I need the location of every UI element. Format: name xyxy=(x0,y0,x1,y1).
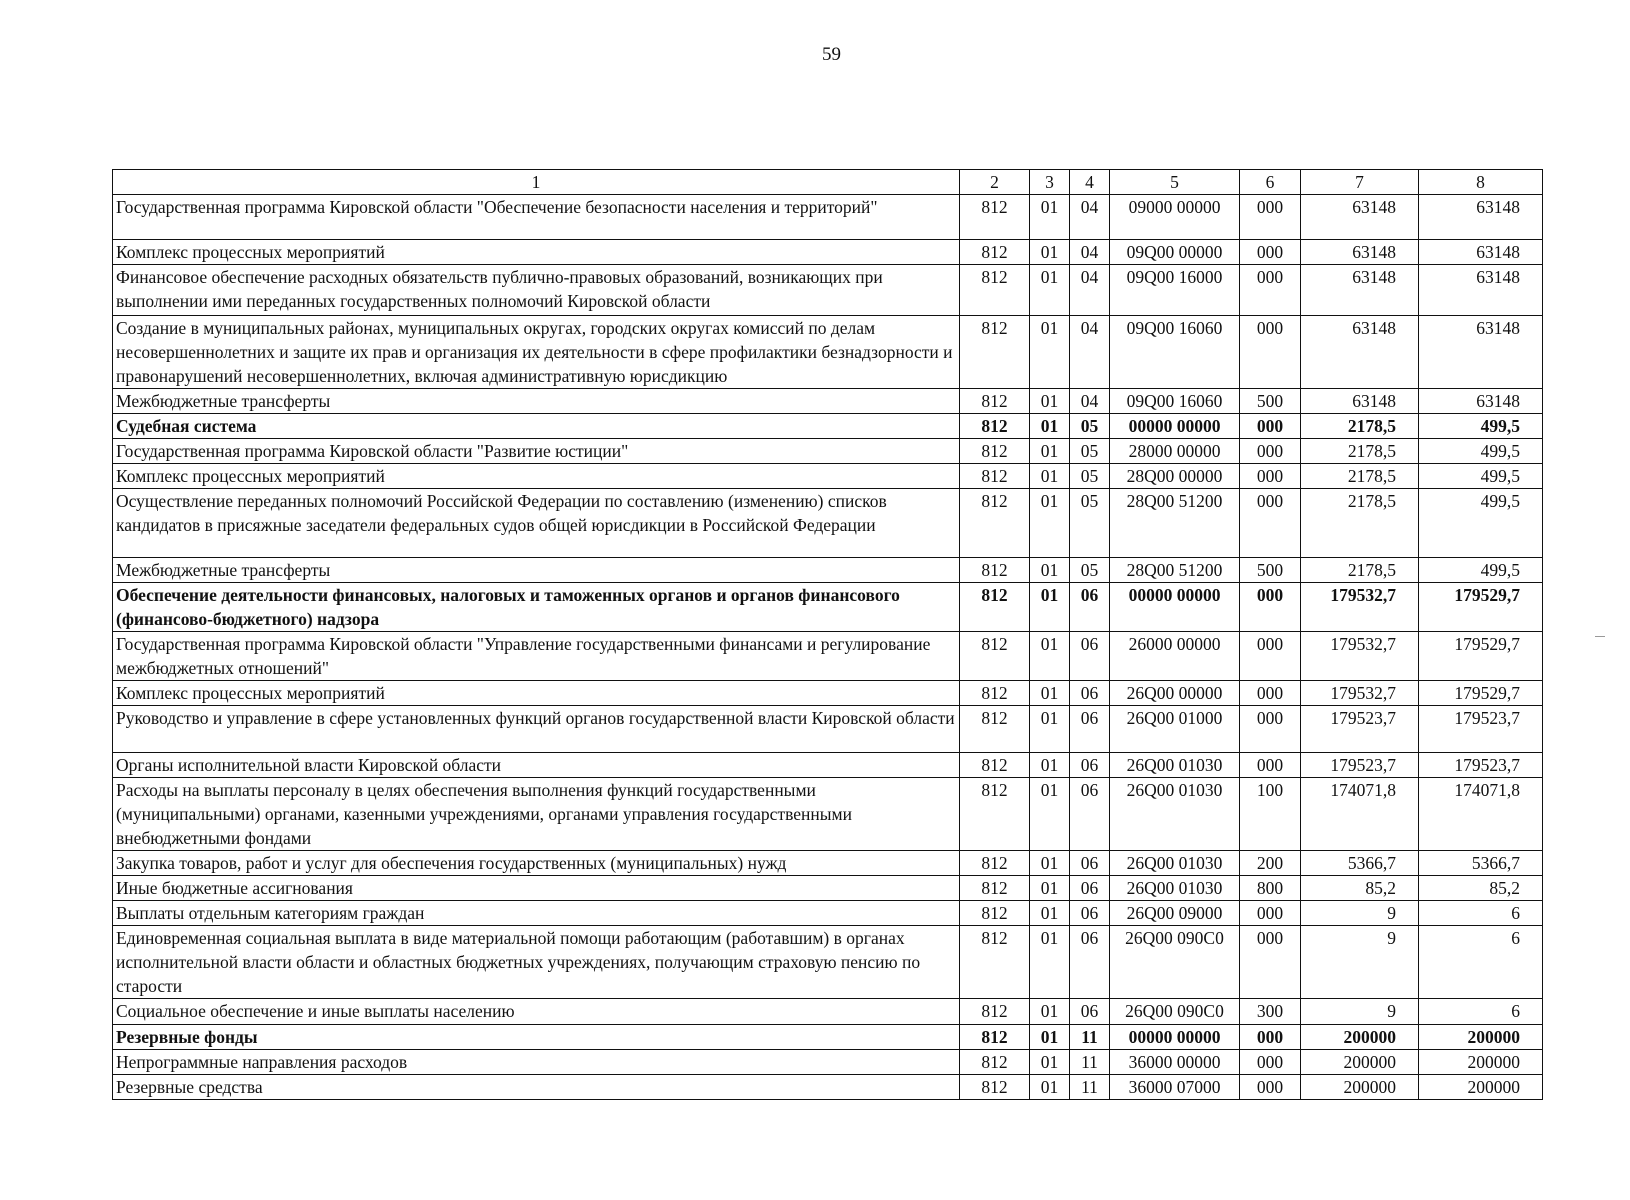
row-code-expense-type: 000 xyxy=(1240,753,1301,778)
page-number: 59 xyxy=(822,44,841,65)
row-code-expense-type: 000 xyxy=(1240,1025,1301,1050)
row-name: Межбюджетные трансферты xyxy=(113,389,960,414)
row-code-target: 28000 00000 xyxy=(1110,439,1240,464)
row-code-ministry: 812 xyxy=(960,265,1030,316)
row-amount-7: 85,2 xyxy=(1301,876,1419,901)
header-cell-3: 3 xyxy=(1030,170,1070,195)
row-amount-7: 63148 xyxy=(1301,240,1419,265)
row-name: Иные бюджетные ассигнования xyxy=(113,876,960,901)
row-code-section: 01 xyxy=(1030,265,1070,316)
table-header-row xyxy=(113,170,1543,195)
row-code-subsection: 06 xyxy=(1070,999,1110,1025)
row-amount-8: 499,5 xyxy=(1419,489,1543,558)
row-amount-8: 179529,7 xyxy=(1419,681,1543,706)
row-name: Выплаты отдельным категориям граждан xyxy=(113,901,960,926)
row-name: Резервные средства xyxy=(113,1075,960,1100)
row-name: Социальное обеспечение и иные выплаты населению xyxy=(113,999,960,1025)
table-row xyxy=(113,489,1543,558)
row-code-ministry: 812 xyxy=(960,876,1030,901)
row-amount-7: 200000 xyxy=(1301,1075,1419,1100)
row-name: Комплекс процессных мероприятий xyxy=(113,464,960,489)
row-code-expense-type: 500 xyxy=(1240,558,1301,583)
row-amount-8: 5366,7 xyxy=(1419,851,1543,876)
row-name: Единовременная социальная выплата в виде материальной помощи работающим (работавшим) в органах исполнительной власти области и областных бюджетных учреждениях, получающим страховую пенсию по старости xyxy=(113,926,960,999)
row-amount-7: 63148 xyxy=(1301,389,1419,414)
row-code-subsection: 06 xyxy=(1070,851,1110,876)
row-amount-7: 9 xyxy=(1301,926,1419,999)
table-row xyxy=(113,583,1543,632)
row-code-subsection: 05 xyxy=(1070,439,1110,464)
row-code-expense-type: 000 xyxy=(1240,464,1301,489)
row-code-subsection: 06 xyxy=(1070,926,1110,999)
row-amount-8: 179523,7 xyxy=(1419,753,1543,778)
row-amount-7: 179523,7 xyxy=(1301,753,1419,778)
table-row xyxy=(113,706,1543,753)
row-code-expense-type: 000 xyxy=(1240,240,1301,265)
table-row xyxy=(113,439,1543,464)
row-code-subsection: 06 xyxy=(1070,778,1110,851)
row-amount-7: 179523,7 xyxy=(1301,706,1419,753)
row-code-ministry: 812 xyxy=(960,778,1030,851)
row-amount-8: 200000 xyxy=(1419,1025,1543,1050)
row-code-subsection: 05 xyxy=(1070,414,1110,439)
row-amount-8: 85,2 xyxy=(1419,876,1543,901)
row-code-target: 09Q00 00000 xyxy=(1110,240,1240,265)
row-code-subsection: 06 xyxy=(1070,632,1110,681)
row-code-target: 00000 00000 xyxy=(1110,1025,1240,1050)
row-code-expense-type: 000 xyxy=(1240,583,1301,632)
row-code-subsection: 11 xyxy=(1070,1025,1110,1050)
row-amount-8: 6 xyxy=(1419,999,1543,1025)
row-amount-8: 179529,7 xyxy=(1419,632,1543,681)
row-code-ministry: 812 xyxy=(960,901,1030,926)
row-amount-8: 174071,8 xyxy=(1419,778,1543,851)
row-code-section: 01 xyxy=(1030,389,1070,414)
row-code-subsection: 05 xyxy=(1070,558,1110,583)
table-row xyxy=(113,316,1543,389)
row-code-section: 01 xyxy=(1030,439,1070,464)
row-code-ministry: 812 xyxy=(960,558,1030,583)
row-amount-7: 5366,7 xyxy=(1301,851,1419,876)
row-name: Судебная система xyxy=(113,414,960,439)
row-code-ministry: 812 xyxy=(960,195,1030,240)
row-code-target: 28Q00 51200 xyxy=(1110,489,1240,558)
row-code-expense-type: 000 xyxy=(1240,632,1301,681)
row-code-subsection: 05 xyxy=(1070,489,1110,558)
table-row xyxy=(113,778,1543,851)
header-cell-1: 1 xyxy=(113,170,960,195)
row-amount-8: 179529,7 xyxy=(1419,583,1543,632)
table-row xyxy=(113,1050,1543,1075)
row-amount-8: 63148 xyxy=(1419,195,1543,240)
row-code-subsection: 06 xyxy=(1070,876,1110,901)
row-code-subsection: 04 xyxy=(1070,240,1110,265)
row-code-target: 00000 00000 xyxy=(1110,583,1240,632)
row-code-expense-type: 000 xyxy=(1240,681,1301,706)
row-code-section: 01 xyxy=(1030,851,1070,876)
row-amount-7: 179532,7 xyxy=(1301,681,1419,706)
row-code-expense-type: 200 xyxy=(1240,851,1301,876)
row-amount-7: 200000 xyxy=(1301,1050,1419,1075)
row-code-target: 26Q00 01000 xyxy=(1110,706,1240,753)
row-code-target: 26Q00 01030 xyxy=(1110,778,1240,851)
row-code-section: 01 xyxy=(1030,1025,1070,1050)
row-code-expense-type: 800 xyxy=(1240,876,1301,901)
row-code-ministry: 812 xyxy=(960,1075,1030,1100)
row-code-subsection: 04 xyxy=(1070,316,1110,389)
row-code-section: 01 xyxy=(1030,681,1070,706)
row-code-subsection: 06 xyxy=(1070,753,1110,778)
row-name: Органы исполнительной власти Кировской области xyxy=(113,753,960,778)
row-code-ministry: 812 xyxy=(960,389,1030,414)
row-code-subsection: 05 xyxy=(1070,464,1110,489)
row-amount-7: 2178,5 xyxy=(1301,558,1419,583)
table-row xyxy=(113,195,1543,240)
row-amount-8: 499,5 xyxy=(1419,464,1543,489)
row-amount-7: 179532,7 xyxy=(1301,583,1419,632)
row-code-section: 01 xyxy=(1030,464,1070,489)
row-code-target: 28Q00 00000 xyxy=(1110,464,1240,489)
row-name: Межбюджетные трансферты xyxy=(113,558,960,583)
table-row xyxy=(113,681,1543,706)
row-code-subsection: 06 xyxy=(1070,681,1110,706)
row-code-ministry: 812 xyxy=(960,851,1030,876)
row-code-target: 09Q00 16000 xyxy=(1110,265,1240,316)
row-code-section: 01 xyxy=(1030,489,1070,558)
scan-mark xyxy=(1595,636,1605,637)
row-amount-7: 9 xyxy=(1301,999,1419,1025)
row-amount-7: 2178,5 xyxy=(1301,439,1419,464)
row-code-ministry: 812 xyxy=(960,706,1030,753)
table-row xyxy=(113,1025,1543,1050)
row-code-ministry: 812 xyxy=(960,999,1030,1025)
row-code-ministry: 812 xyxy=(960,632,1030,681)
row-name: Резервные фонды xyxy=(113,1025,960,1050)
row-code-subsection: 06 xyxy=(1070,706,1110,753)
row-amount-7: 9 xyxy=(1301,901,1419,926)
row-code-section: 01 xyxy=(1030,414,1070,439)
row-code-ministry: 812 xyxy=(960,681,1030,706)
table-row xyxy=(113,851,1543,876)
row-amount-7: 2178,5 xyxy=(1301,489,1419,558)
row-code-subsection: 04 xyxy=(1070,265,1110,316)
row-code-section: 01 xyxy=(1030,1075,1070,1100)
row-code-expense-type: 000 xyxy=(1240,265,1301,316)
row-amount-8: 499,5 xyxy=(1419,414,1543,439)
row-amount-7: 179532,7 xyxy=(1301,632,1419,681)
row-code-subsection: 04 xyxy=(1070,195,1110,240)
row-code-ministry: 812 xyxy=(960,414,1030,439)
row-amount-7: 174071,8 xyxy=(1301,778,1419,851)
table-row xyxy=(113,753,1543,778)
row-code-target: 26Q00 090C0 xyxy=(1110,926,1240,999)
row-code-ministry: 812 xyxy=(960,753,1030,778)
row-code-subsection: 11 xyxy=(1070,1050,1110,1075)
table-row xyxy=(113,926,1543,999)
row-name: Комплекс процессных мероприятий xyxy=(113,240,960,265)
row-code-target: 26000 00000 xyxy=(1110,632,1240,681)
row-code-target: 09000 00000 xyxy=(1110,195,1240,240)
row-code-expense-type: 300 xyxy=(1240,999,1301,1025)
row-code-ministry: 812 xyxy=(960,926,1030,999)
row-name: Создание в муниципальных районах, муниципальных округах, городских округах комиссий по делам несовершеннолетних и защите их прав и организация их деятельности в сфере профилактики безнадзорности и правонарушений несовершеннолетних, включая административную юрисдикцию xyxy=(113,316,960,389)
row-code-expense-type: 000 xyxy=(1240,195,1301,240)
row-code-target: 09Q00 16060 xyxy=(1110,316,1240,389)
row-amount-7: 2178,5 xyxy=(1301,414,1419,439)
row-amount-8: 499,5 xyxy=(1419,558,1543,583)
table-row xyxy=(113,901,1543,926)
table-row xyxy=(113,632,1543,681)
row-code-target: 36000 00000 xyxy=(1110,1050,1240,1075)
row-code-section: 01 xyxy=(1030,583,1070,632)
row-code-target: 00000 00000 xyxy=(1110,414,1240,439)
header-cell-4: 4 xyxy=(1070,170,1110,195)
row-code-section: 01 xyxy=(1030,926,1070,999)
row-name: Комплекс процессных мероприятий xyxy=(113,681,960,706)
row-code-subsection: 04 xyxy=(1070,389,1110,414)
row-code-subsection: 11 xyxy=(1070,1075,1110,1100)
row-code-target: 26Q00 01030 xyxy=(1110,876,1240,901)
row-code-section: 01 xyxy=(1030,632,1070,681)
row-code-section: 01 xyxy=(1030,999,1070,1025)
row-code-expense-type: 000 xyxy=(1240,489,1301,558)
row-code-expense-type: 000 xyxy=(1240,1075,1301,1100)
row-name: Государственная программа Кировской области "Развитие юстиции" xyxy=(113,439,960,464)
row-name: Расходы на выплаты персоналу в целях обеспечения выполнения функций государственными (муниципальными) органами, казенными учреждениями, органами управления государственными внебюджетными фондами xyxy=(113,778,960,851)
row-code-ministry: 812 xyxy=(960,464,1030,489)
row-amount-8: 499,5 xyxy=(1419,439,1543,464)
row-name: Государственная программа Кировской области "Обеспечение безопасности населения и территорий" xyxy=(113,195,960,240)
row-code-ministry: 812 xyxy=(960,1050,1030,1075)
row-code-expense-type: 100 xyxy=(1240,778,1301,851)
row-code-section: 01 xyxy=(1030,778,1070,851)
table-row xyxy=(113,240,1543,265)
row-code-ministry: 812 xyxy=(960,316,1030,389)
row-amount-8: 6 xyxy=(1419,901,1543,926)
row-code-expense-type: 000 xyxy=(1240,926,1301,999)
row-code-ministry: 812 xyxy=(960,240,1030,265)
table-row xyxy=(113,464,1543,489)
row-name: Государственная программа Кировской области "Управление государственными финансами и регулирование межбюджетных отношений" xyxy=(113,632,960,681)
row-code-target: 26Q00 09000 xyxy=(1110,901,1240,926)
row-code-ministry: 812 xyxy=(960,583,1030,632)
row-name: Непрограммные направления расходов xyxy=(113,1050,960,1075)
row-name: Осуществление переданных полномочий Российской Федерации по составлению (изменению) списков кандидатов в присяжные заседатели федеральных судов общей юрисдикции в Российской Федерации xyxy=(113,489,960,558)
row-amount-8: 200000 xyxy=(1419,1050,1543,1075)
row-code-section: 01 xyxy=(1030,706,1070,753)
row-code-section: 01 xyxy=(1030,195,1070,240)
row-code-expense-type: 000 xyxy=(1240,706,1301,753)
row-code-target: 28Q00 51200 xyxy=(1110,558,1240,583)
table-row xyxy=(113,876,1543,901)
row-name: Финансовое обеспечение расходных обязательств публично-правовых образований, возникающих при выполнении ими переданных государственных полномочий Кировской области xyxy=(113,265,960,316)
row-code-subsection: 06 xyxy=(1070,583,1110,632)
table-row xyxy=(113,1075,1543,1100)
table-row xyxy=(113,414,1543,439)
table-row xyxy=(113,558,1543,583)
row-code-section: 01 xyxy=(1030,1050,1070,1075)
row-amount-8: 200000 xyxy=(1419,1075,1543,1100)
row-code-target: 26Q00 01030 xyxy=(1110,851,1240,876)
budget-table xyxy=(112,169,1543,1100)
table-row xyxy=(113,265,1543,316)
row-name: Закупка товаров, работ и услуг для обеспечения государственных (муниципальных) нужд xyxy=(113,851,960,876)
row-name: Руководство и управление в сфере установленных функций органов государственной власти Кировской области xyxy=(113,706,960,753)
row-code-expense-type: 500 xyxy=(1240,389,1301,414)
row-code-expense-type: 000 xyxy=(1240,1050,1301,1075)
row-amount-8: 63148 xyxy=(1419,240,1543,265)
row-code-target: 26Q00 01030 xyxy=(1110,753,1240,778)
row-name: Обеспечение деятельности финансовых, налоговых и таможенных органов и органов финансового (финансово-бюджетного) надзора xyxy=(113,583,960,632)
row-code-expense-type: 000 xyxy=(1240,439,1301,464)
row-amount-8: 179523,7 xyxy=(1419,706,1543,753)
table-row xyxy=(113,389,1543,414)
row-code-target: 09Q00 16060 xyxy=(1110,389,1240,414)
row-amount-7: 63148 xyxy=(1301,265,1419,316)
row-code-target: 26Q00 00000 xyxy=(1110,681,1240,706)
row-code-section: 01 xyxy=(1030,558,1070,583)
header-cell-7: 7 xyxy=(1301,170,1419,195)
header-cell-2: 2 xyxy=(960,170,1030,195)
row-amount-7: 63148 xyxy=(1301,195,1419,240)
row-code-expense-type: 000 xyxy=(1240,414,1301,439)
row-amount-8: 63148 xyxy=(1419,316,1543,389)
header-cell-6: 6 xyxy=(1240,170,1301,195)
table-row xyxy=(113,999,1543,1025)
header-cell-5: 5 xyxy=(1110,170,1240,195)
row-amount-7: 2178,5 xyxy=(1301,464,1419,489)
row-code-section: 01 xyxy=(1030,901,1070,926)
row-code-section: 01 xyxy=(1030,753,1070,778)
row-amount-7: 63148 xyxy=(1301,316,1419,389)
row-amount-8: 63148 xyxy=(1419,389,1543,414)
row-code-ministry: 812 xyxy=(960,489,1030,558)
row-code-expense-type: 000 xyxy=(1240,901,1301,926)
row-code-ministry: 812 xyxy=(960,439,1030,464)
row-code-expense-type: 000 xyxy=(1240,316,1301,389)
row-amount-8: 63148 xyxy=(1419,265,1543,316)
row-code-target: 26Q00 090C0 xyxy=(1110,999,1240,1025)
row-code-section: 01 xyxy=(1030,876,1070,901)
row-code-subsection: 06 xyxy=(1070,901,1110,926)
row-amount-7: 200000 xyxy=(1301,1025,1419,1050)
row-code-section: 01 xyxy=(1030,316,1070,389)
row-code-ministry: 812 xyxy=(960,1025,1030,1050)
row-amount-8: 6 xyxy=(1419,926,1543,999)
row-code-target: 36000 07000 xyxy=(1110,1075,1240,1100)
header-cell-8: 8 xyxy=(1419,170,1543,195)
row-code-section: 01 xyxy=(1030,240,1070,265)
